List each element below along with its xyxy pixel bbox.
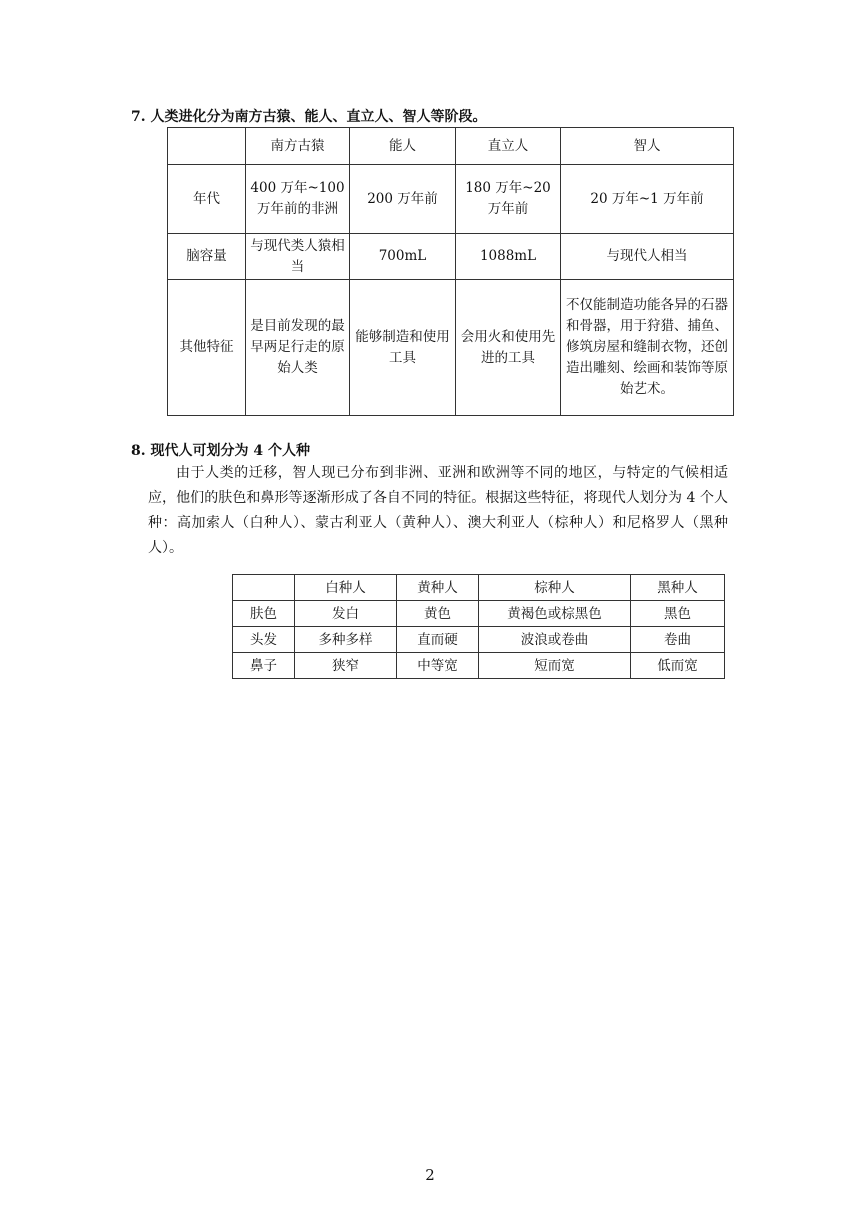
page-number: 2: [425, 1166, 435, 1184]
table-cell: 180 万年~20 万年前: [456, 165, 561, 234]
table-cell: 卷曲: [631, 627, 725, 653]
section8-paragraph: 由于人类的迁移，智人现已分布到非洲、亚洲和欧洲等不同的地区，与特定的气候相适应，他们的肤色和鼻形等逐渐形成了各自不同的特征。根据这些特征，将现代人划分为 4 个人种：高加索人（白种人）、蒙古利亚人（黄种人）、澳大利亚人（棕种人）和尼格罗人（黑种人）。: [148, 465, 728, 556]
header-cell: 南方古猿: [246, 128, 350, 165]
table-cell: 黄色: [397, 601, 479, 627]
table-cell: 短而宽: [479, 653, 631, 679]
row-label: 鼻子: [233, 653, 295, 679]
row-label: 头发: [233, 627, 295, 653]
table-cell: 与现代类人猿相当: [246, 234, 350, 280]
table-header-row: [168, 128, 734, 165]
table-cell: 能够制造和使用工具: [350, 280, 456, 416]
table-cell: 不仅能制造功能各异的石器和骨器，用于狩猎、捕鱼、修筑房屋和缝制衣物，还创造出雕刻、绘画和装饰等原始艺术。: [561, 280, 734, 416]
table-header-row: [233, 575, 725, 601]
evolution-stages-table: [167, 127, 734, 416]
row-label: 脑容量: [168, 234, 246, 280]
table-cell: 狭窄: [295, 653, 397, 679]
table-row: [168, 165, 734, 234]
table-row: [233, 627, 725, 653]
header-cell: 能人: [350, 128, 456, 165]
table-cell: 是目前发现的最早两足行走的原始人类: [246, 280, 350, 416]
table-cell: 黄褐色或棕黑色: [479, 601, 631, 627]
table-cell: 与现代人相当: [561, 234, 734, 280]
header-cell: 棕种人: [479, 575, 631, 601]
table-row: [168, 280, 734, 416]
table-cell: 中等宽: [397, 653, 479, 679]
table-cell: 直而硬: [397, 627, 479, 653]
table-cell: 200 万年前: [350, 165, 456, 234]
human-races-table: [232, 574, 725, 679]
header-cell: 智人: [561, 128, 734, 165]
table-cell: 400 万年~100 万年前的非洲: [246, 165, 350, 234]
table-cell: 1088mL: [456, 234, 561, 280]
section7-title: 7. 人类进化分为南方古猿、能人、直立人、智人等阶段。: [131, 109, 487, 125]
section8-title: 8. 现代人可划分为 4 个人种: [131, 443, 310, 459]
table-cell: 波浪或卷曲: [479, 627, 631, 653]
table-cell: 20 万年~1 万年前: [561, 165, 734, 234]
header-cell: 直立人: [456, 128, 561, 165]
table-cell: 700mL: [350, 234, 456, 280]
table-row: [233, 653, 725, 679]
table-cell: 黑色: [631, 601, 725, 627]
table-cell: 多种多样: [295, 627, 397, 653]
row-label: 年代: [168, 165, 246, 234]
table-cell: 低而宽: [631, 653, 725, 679]
header-cell: 黑种人: [631, 575, 725, 601]
table-row: [168, 234, 734, 280]
table-cell: 发白: [295, 601, 397, 627]
header-cell: [233, 575, 295, 601]
table-row: [233, 601, 725, 627]
row-label: 肤色: [233, 601, 295, 627]
row-label: 其他特征: [168, 280, 246, 416]
header-cell: [168, 128, 246, 165]
header-cell: 白种人: [295, 575, 397, 601]
table-cell: 会用火和使用先进的工具: [456, 280, 561, 416]
header-cell: 黄种人: [397, 575, 479, 601]
